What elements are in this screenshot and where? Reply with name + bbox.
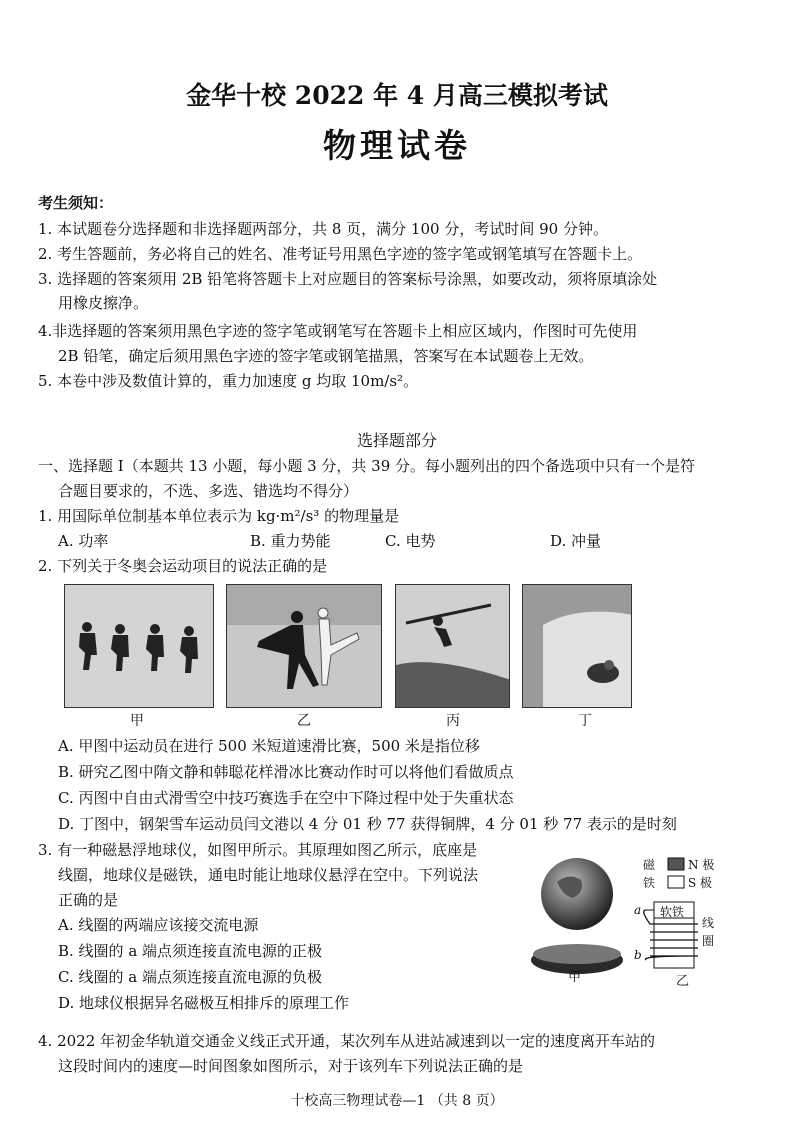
question-2-stem: 2. 下列关于冬奥会运动项目的说法正确的是 xyxy=(38,557,328,575)
photo-caption-bing: 丙 xyxy=(446,713,460,729)
question-4-stem: 这段时间内的速度—时间图象如图所示，对于该列车下列说法正确的是 xyxy=(58,1057,524,1075)
notice-item: 用橡皮擦净。 xyxy=(58,294,149,312)
q2-option-b: B. 研究乙图中隋文静和韩聪花样滑冰比赛动作时可以将他们看做质点 xyxy=(58,763,514,781)
question-3-stem: 正确的是 xyxy=(58,891,119,909)
q1-option-c: C. 电势 xyxy=(385,532,436,550)
soft-iron-label: 软铁 xyxy=(660,905,685,919)
maglev-globe-figure xyxy=(525,852,630,982)
notice-item: 1. 本试题卷分选择题和非选择题两部分，共 8 页，满分 100 分，考试时间 90 分钟。 xyxy=(38,220,608,238)
coil-end-b-label: b xyxy=(634,948,642,962)
coil-end-a-label: a xyxy=(634,903,642,917)
q1-option-d: D. 冲量 xyxy=(550,532,602,550)
magnet-legend-label: 磁铁 xyxy=(643,858,656,890)
question-3-stem: 线圈，地球仪是磁铁，通电时能让地球仪悬浮在空中。下列说法 xyxy=(58,866,479,884)
q1-option-b: B. 重力势能 xyxy=(250,532,331,550)
q3-option-c: C. 线圈的 a 端点须连接直流电源的负极 xyxy=(58,968,322,986)
notice-item: 2B 铅笔，确定后须用黑色字迹的签字笔或钢笔描黑，答案写在本试题卷上无效。 xyxy=(58,347,594,365)
short-track-skaters-photo xyxy=(64,584,214,708)
n-pole-label: N 极 xyxy=(688,858,715,872)
photo-caption-ding: 丁 xyxy=(578,713,592,729)
coil-label: 线圈 xyxy=(702,916,715,948)
paper-title: 物理试卷 xyxy=(323,126,471,165)
exam-header-line: 金华十校 2022 年 4 月高三模拟考试 xyxy=(186,81,608,110)
notice-item: 3. 选择题的答案须用 2B 铅笔将答题卡上对应题目的答案标号涂黑，如要改动，须将原填涂处 xyxy=(38,270,658,288)
question-1-stem: 1. 用国际单位制基本单位表示为 kg·m²/s³ 的物理量是 xyxy=(38,507,400,525)
figure-caption-yi: 乙 xyxy=(676,974,690,989)
notice-item: 2. 考生答题前，务必将自己的姓名、准考证号用黑色字迹的签字笔或钢笔填写在答题卡上。 xyxy=(38,245,643,263)
photo-caption-jia: 甲 xyxy=(130,713,144,729)
q2-option-a: A. 甲图中运动员在进行 500 米短道速滑比赛，500 米是指位移 xyxy=(58,737,480,755)
aerial-skiing-photo xyxy=(395,584,510,708)
q3-option-a: A. 线圈的两端应该接交流电源 xyxy=(58,916,259,934)
q3-option-d: D. 地球仪根据异名磁极互相排斥的原理工作 xyxy=(58,994,350,1012)
skeleton-sled-photo xyxy=(522,584,632,708)
section-title: 选择题部分 xyxy=(356,431,437,450)
part-instructions: 一、选择题 Ⅰ（本题共 13 小题，每小题 3 分，共 39 分。每小题列出的四个备选项中只有一个是符 xyxy=(38,457,696,475)
s-pole-label: S 极 xyxy=(688,876,713,890)
notice-item: 4.非选择题的答案须用黑色字迹的签字笔或钢笔写在答题卡上相应区域内，作图时可先使用 xyxy=(38,322,638,340)
question-3-stem: 3. 有一种磁悬浮地球仪，如图甲所示。其原理如图乙所示，底座是 xyxy=(38,841,478,859)
figure-caption-jia: 甲 xyxy=(568,970,582,985)
q3-option-b: B. 线圈的 a 端点须连接直流电源的正极 xyxy=(58,942,323,960)
notice-item: 5. 本卷中涉及数值计算的，重力加速度 g 均取 10m/s²。 xyxy=(38,372,419,390)
question-4-stem: 4. 2022 年初金华轨道交通金义线正式开通，某次列车从进站减速到以一定的速度离开车站的 xyxy=(38,1032,656,1050)
photo-caption-yi: 乙 xyxy=(297,713,311,729)
page-footer: 十校高三物理试卷—1 （共 8 页） xyxy=(290,1093,504,1109)
q2-option-d: D. 丁图中，钢架雪车运动员闫文港以 4 分 01 秒 77 获得铜牌，4 分 01 秒 77 表示的是时刻 xyxy=(58,815,677,833)
notice-title: 考生须知： xyxy=(38,194,114,212)
q1-option-a: A. 功率 xyxy=(58,532,109,550)
q2-option-c: C. 丙图中自由式滑雪空中技巧赛选手在空中下降过程中处于失重状态 xyxy=(58,789,514,807)
part-instructions: 合题目要求的，不选、多选、错选均不得分） xyxy=(58,482,359,500)
figure-skating-pair-photo xyxy=(226,584,382,708)
